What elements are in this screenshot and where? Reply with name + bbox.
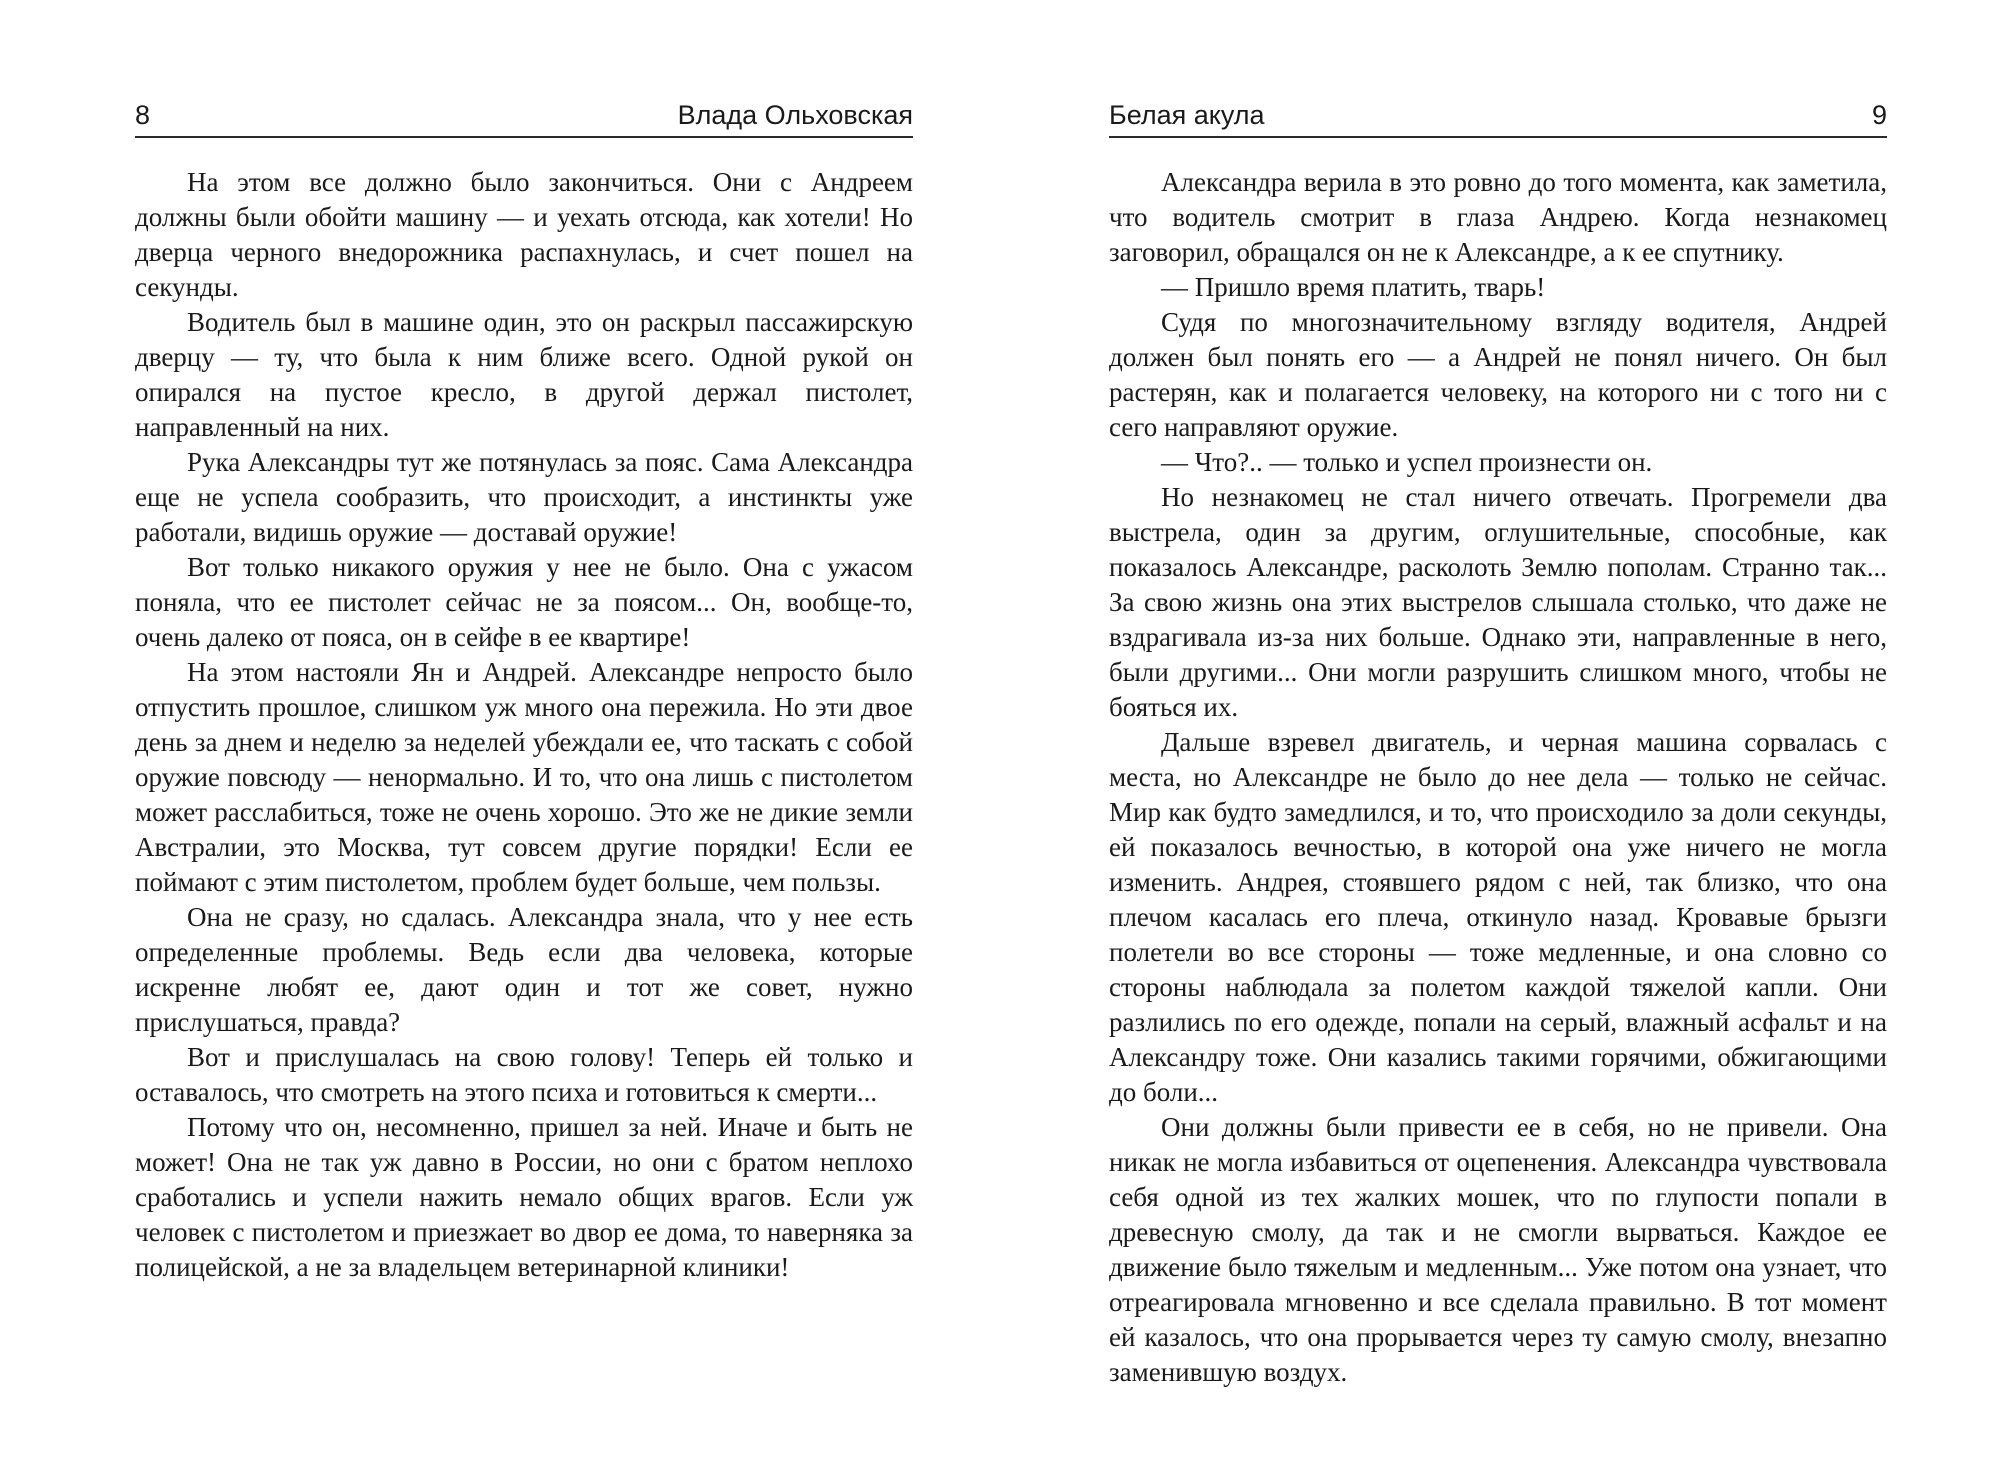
right-running-head	[1109, 94, 1887, 138]
right-page-number: 9	[1871, 100, 1887, 130]
paragraph: Она не сразу, но сдалась. Александра знала, что у нее есть определенные проблемы. Ведь если два человека, которые искренне любят ее, дают один и тот же совет, нужно прислушаться, правда?	[135, 902, 913, 1037]
left-page-number: 8	[135, 100, 151, 130]
right-page	[1109, 0, 1887, 1481]
right-running-title: Белая акула	[1109, 100, 1265, 130]
paragraph: Александра верила в это ровно до того момента, как заметила, что водитель смотрит в глаза Андрею. Когда незнакомец заговорил, обращался он не к Александре, а к ее спутнику.	[1109, 167, 1887, 267]
paragraph: — Что?.. — только и успел произнести он.	[1161, 447, 1653, 477]
left-running-head	[135, 94, 913, 138]
paragraph: Судя по многозначительному взгляду водителя, Андрей должен был понять его — а Андрей не понял ничего. Он был растерян, как и полагается человеку, на которого ни с того ни с сего направляют оружие.	[1109, 307, 1887, 442]
left-page-text	[135, 165, 913, 1285]
paragraph: — Пришло время платить, тварь!	[1161, 272, 1546, 302]
paragraph: Дальше взревел двигатель, и черная машина сорвалась с места, но Александре не было до нее дела — только не сейчас. Мир как будто замедлился, и то, что происходило за доли секунды, ей показалось вечностью, в которой она уже ничего не могла изменить. Андрея, стоявшего рядом с ней, так близко, что она плечом касалась его плеча, откинуло назад. Кровавые брызги полетели во все стороны — тоже медленные, и она словно со стороны наблюдала за полетом каждой тяжелой капли. Они разлились по его одежде, попали на серый, влажный асфальт и на Александру тоже. Они казались такими горячими, обжигающими до боли...	[1109, 727, 1887, 1107]
paragraph: На этом все должно было закончиться. Они с Андреем должны были обойти машину — и уехать отсюда, как хотели! Но дверца черного внедорожника распахнулась, и счет пошел на секунды.	[135, 167, 913, 302]
left-running-title: Влада Ольховская	[677, 100, 913, 130]
paragraph: На этом настояли Ян и Андрей. Александре непросто было отпустить прошлое, слишком уж много она пережила. Но эти двое день за днем и неделю за неделей убеждали ее, что таскать с собой оружие повсюду — ненормально. И то, что она лишь с пистолетом может расслабиться, тоже не очень хорошо. Это же не дикие земли Австралии, это Москва, тут совсем другие порядки! Если ее поймают с этим пистолетом, проблем будет больше, чем пользы.	[135, 657, 913, 897]
paragraph: Водитель был в машине один, это он раскрыл пассажирскую дверцу — ту, что была к ним ближе всего. Одной рукой он опирался на пустое кресло, в другой держал пистолет, направленный на них.	[135, 307, 913, 442]
right-page-text	[1109, 165, 1887, 1390]
paragraph: Потому что он, несомненно, пришел за ней. Иначе и быть не может! Она не так уж давно в России, но они с братом неплохо сработались и успели нажить немало общих врагов. Если уж человек с пистолетом и приезжает во двор ее дома, то наверняка за полицейской, а не за владельцем ветеринарной клиники!	[135, 1112, 913, 1282]
paragraph: Они должны были привести ее в себя, но не привели. Она никак не могла избавиться от оцепенения. Александра чувствовала себя одной из тех жалких мошек, что по глупости попали в древесную смолу, да так и не смогли вырваться. Каждое ее движение было тяжелым и медленным... Уже потом она узнает, что отреагировала мгновенно и все сделала правильно. В тот момент ей казалось, что она прорывается через ту самую смолу, внезапно заменившую воздух.	[1109, 1112, 1887, 1387]
paragraph: Вот только никакого оружия у нее не было. Она с ужасом поняла, что ее пистолет сейчас не за поясом... Он, вообще-то, очень далеко от пояса, он в сейфе в ее квартире!	[135, 552, 913, 652]
left-page	[135, 0, 913, 1481]
paragraph: Вот и прислушалась на свою голову! Теперь ей только и оставалось, что смотреть на этого психа и готовиться к смерти...	[135, 1042, 913, 1107]
paragraph: Рука Александры тут же потянулась за пояс. Сама Александра еще не успела сообразить, что происходит, а инстинкты уже работали, видишь оружие — доставай оружие!	[135, 447, 913, 547]
paragraph: Но незнакомец не стал ничего отвечать. Прогремели два выстрела, один за другим, оглушительные, способные, как показалось Александре, расколоть Землю пополам. Странно так... За свою жизнь она этих выстрелов слышала столько, что даже не вздрагивала из-за них больше. Однако эти, направленные в него, были другими... Они могли разрушить слишком много, чтобы не бояться их.	[1109, 482, 1887, 722]
